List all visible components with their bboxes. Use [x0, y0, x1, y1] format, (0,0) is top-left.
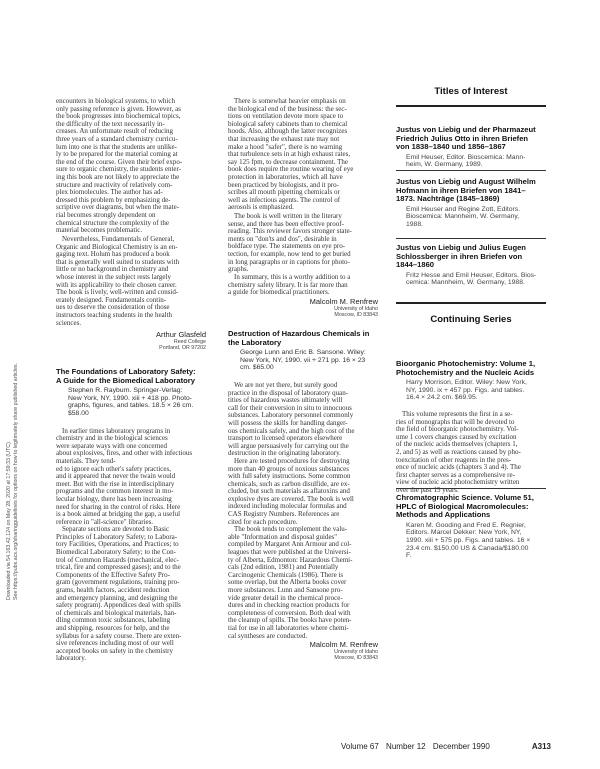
review-continued-text: There is somewhat heavier emphasis on the biological end of the business: the sec- tions on ventilation devote more space to biological safety cabinets than to chemical hoods. Also, although the latter recognizes that increasing the exhaust rate may not make a hood "safer", there is no warning that turbulence sets in at high exhaust rates, say 125 fpm, to decrease containment. The book does require the routine wearing of eye protection in laboratories, which all have been practiced by biologists, and it pro- scribes all mouth pipetting chemicals or well as infectious agents. The control of aerosols is emphasized.: [228, 97, 354, 212]
footer-number: Number 12: [386, 742, 426, 751]
entry-divider: [396, 170, 546, 171]
entry-divider: [396, 238, 546, 239]
page-footer: [341, 742, 551, 751]
series-entry: [396, 494, 546, 560]
page-number: A313: [531, 742, 551, 751]
review-text-2: Separate sections are devoted to Basic Principles of Laboratory Safety; to Labora- tory Facilities, Operations, and Practices; to Biomedical Laboratory Safety; to the Con- trol of Common Hazards (mechanical, elec- trical, fire and compressed gases); and to the Components of the Effective Safety Pro- gram (government regulations, training pro- grams, health factors, accident reduction and emergency planning, and designing the safety program). Appendices deal with spills of chemicals and biological materials, han- dling common toxic substances, labeling and shipping, resources for help, and the syllabus for a safety course. There are exten- sive references including most of our well accepted books on safety in the chemistry laboratory.: [56, 525, 182, 663]
review-continued-text-2: The book is well written in the literary sense, and there has been effective proof- reading. This reviewer favors stronger state- ments on "don'ts and dos", desirable in boldface type. The statements on eye pro- tection, for example, now tend to get buried in long paragraphs or in captions for photo- graphs.: [228, 212, 352, 274]
download-notice-line1: Downloaded via 54.163.42.124 on May 28, 2020 at 17:59:33 (UTC).: [6, 440, 12, 600]
review-destruction: [228, 330, 378, 661]
series-entry-citation: Karen M. Gooding and Fred E. Regnier, Editors. Marcel Dekker: New York, NY, 1990. xiii + 575 pp. Figs. and tables. 16 × 23.4 cm. $150.00 US & Canada/$180.00 F.: [406, 521, 531, 560]
review-text: We are not yet there, but surely good practice in the disposal of laboratory quan- tities of hazardous wastes ultimately will call for their conversion in situ to innocuous substances. Laboratory personnel commonly will possess the skills for handling danger- ous chemicals safely, and the high cost of the transport to licensed operators elsewhere will argue persuasively for carrying out the destruction in the originating laboratory.: [228, 380, 355, 458]
section-divider: [396, 302, 546, 304]
review-foundations: [56, 368, 206, 663]
download-notice: [6, 300, 32, 600]
section-divider: [396, 105, 546, 107]
title-entry-heading: Justus von Liebig und August Wilhelm Hofmann in ihren Briefen von 1841– 1873. Nachträge (1845–1869): [396, 177, 536, 204]
series-entry-heading: Bioorganic Photochemistry: Volume 1, Photochemistry and the Nucleic Acids: [396, 359, 536, 377]
reviewer-affiliation: Reed College Portland, OR 97202: [159, 339, 206, 351]
continuing-series-header: [396, 302, 546, 325]
review-citation: Stephen R. Rayburn. Springer-Verlag: New York, NY, 1990. xiii + 418 pp. Photo- graphs, figures, and tables. 18.5 × 26 cm. $58.00: [68, 387, 194, 417]
footer-volume: Volume 67: [341, 742, 379, 751]
review-title: Destruction of Hazardous Chemicals in the Laboratory: [228, 329, 370, 347]
download-notice-line2: See https://pubs.acs.org/sharingguidelines for options on how to legitimately share published articles.: [13, 362, 19, 600]
review-text-2: Here are tested procedures for destroying more than 40 groups of noxious substances with full safety instructions. Some common chemicals, such as carbon disulfide, are ex- cluded, but such materials as aflatoxins and explosive dyes are covered. The book is well indexed including molecular formulas and CAS Registry Numbers. References are cited for each procedure.: [228, 456, 354, 526]
reviewer-affiliation: University of Idaho Moscow, ID 83843: [334, 306, 378, 318]
reviewer-name: Arthur Glasfeld: [155, 330, 206, 339]
section-heading: Titles of Interest: [434, 86, 508, 97]
entry-divider: [396, 488, 546, 489]
review-continued-text-2: Nevertheless, Fundamentals of General, Organic and Biological Chemistry is an en- gaging text. Holum has produced a book that is generally well suited to students with little or no background in chemistry and whose interest in the subject rests largely with its applicability to their chosen career. The book is lively, well-written and consid- erately designed. Fundamentals contin- ues to deserve the consideration of those instructors teaching students in the health sciences.: [56, 235, 180, 327]
reviewer-affiliation: University of Idaho Moscow, ID 83843: [334, 649, 378, 662]
series-entry: [396, 360, 546, 495]
review-citation: George Lunn and Eric B. Sansone. Wiley: New York, NY, 1990. vii + 271 pp. 16 × 23 cm. $65.00: [240, 349, 366, 372]
review-text-3: The book tends to complement the valu- able "Information and disposal guides" compiled by Margaret Ann Armour and col- leagues that were published at the Universi- ty of Alberta, Edmonton: Hazardous Chemi- cals (2nd edition, 1981) and Potentially Carcinogenic Chemicals (1986). There is some overlap, but the Alberta books cover more substances. Lunn and Sansone pro- vide greater detail in the chemical proce- dures and in checking reaction products for completeness of conversion. Both deal with the cleanup of spills. The books have poten- tial for use in all laboratories where chemi- cal syntheses are conducted.: [228, 525, 353, 640]
review-continued-text: encounters in biological systems, to which only passing reference is given. However, as the book progresses into biochemical topics, the difficulty of the text necessarily in- creases. An unfortunate result of reducing three years of a standard chemistry curricu- lum into one is that the students are unlike- ly to be prepared for the material coming at the end of the course. Given their brief expo- sure to organic chemistry, the students enter- ing this book are not likely to appreciate the structure and reactivity of relatively com- plex biomolecules. The author has ad- dressed this problem by emphasizing de- scriptive over diagrams, but when the mate- rial becomes strongly dependent on chemical structure the complexity of the material becomes problematic.: [56, 97, 183, 235]
series-entry-heading: Chromatographic Science. Volume 51, HPLC of Biological Macromolecules: Methods and Applications: [396, 493, 534, 520]
review-title: The Foundations of Laboratory Safety: A Guide for the Biomedical Laboratory: [56, 367, 196, 385]
title-entry: [396, 178, 546, 229]
series-entry-text: This volume represents the first in a se- ries of monographs that will be devoted to the field of bioorganic photochemistry. Vol- ume 1 covers changes caused by excitation of the nucleic acids themselves (chapters 1, 2, and 5) as well as reactions caused by pho- toexcitation of other reagents in the pres- ence of nucleic acids (chapters 3 and 4). The first chapter serves as a comprehensive re- view of nucleic acid photochemistry written over the past 15 years.: [396, 409, 521, 494]
title-entry-citation: Emil Heuser and Regine Zott, Editors. Bioscemica: Mannheim, W. Germany, 1988.: [406, 205, 521, 228]
review-text: In earlier times laboratory programs in chemistry and in the biological sciences were separate ways with one concerned about explosives, fires, and other with infectious materials. They tend- ed to ignore each other's safety practices, and it appeared that never the twain would meet. But with the rise in interdisciplinary programs and the common interest in mo- lecular biology, there has been increasing need for sharing in the control of risks. Here is a book aimed at bridging the gap, a useful reference in "all-science" libraries.: [56, 426, 193, 526]
footer-date: December 1990: [432, 742, 490, 751]
title-entry-heading: Justus von Liebig und der Pharmazeut Friedrich Julius Otto in ihren Briefen von 1838–1840 und 1856–1867: [396, 125, 536, 152]
title-entry-citation: Emil Heuser, Editor. Bioscemica: Mann- heim, W. Germany, 1989.: [406, 153, 526, 169]
section-heading: Continuing Series: [430, 314, 512, 325]
title-entry-heading: Justus von Liebig und Julius Eugen Schlossberger in ihren Briefen von 1844–1860: [396, 243, 526, 270]
reviewer-name: Malcolm M. Renfrew: [309, 297, 378, 306]
review-continued-text-3: In summary, this is a worthy addition to a chemistry safety library. It is far more than a guide for biomedical practitioners.: [228, 273, 351, 297]
title-entry: [396, 126, 546, 169]
reviewer-name: Malcolm M. Renfrew: [309, 640, 378, 650]
titles-of-interest-header: [396, 86, 546, 107]
title-entry: [396, 244, 546, 287]
title-entry-citation: Fritz Hesse and Emil Heuser, Editors. Bios- cemica: Mannheim, W. Germany, 1988.: [406, 271, 537, 287]
series-entry-citation: Harry Morrison, Editor. Wiley: New York, NY, 1990. ix + 457 pp. Figs. and tables. 16.4 × 24.2 cm. $69.95.: [406, 379, 527, 402]
